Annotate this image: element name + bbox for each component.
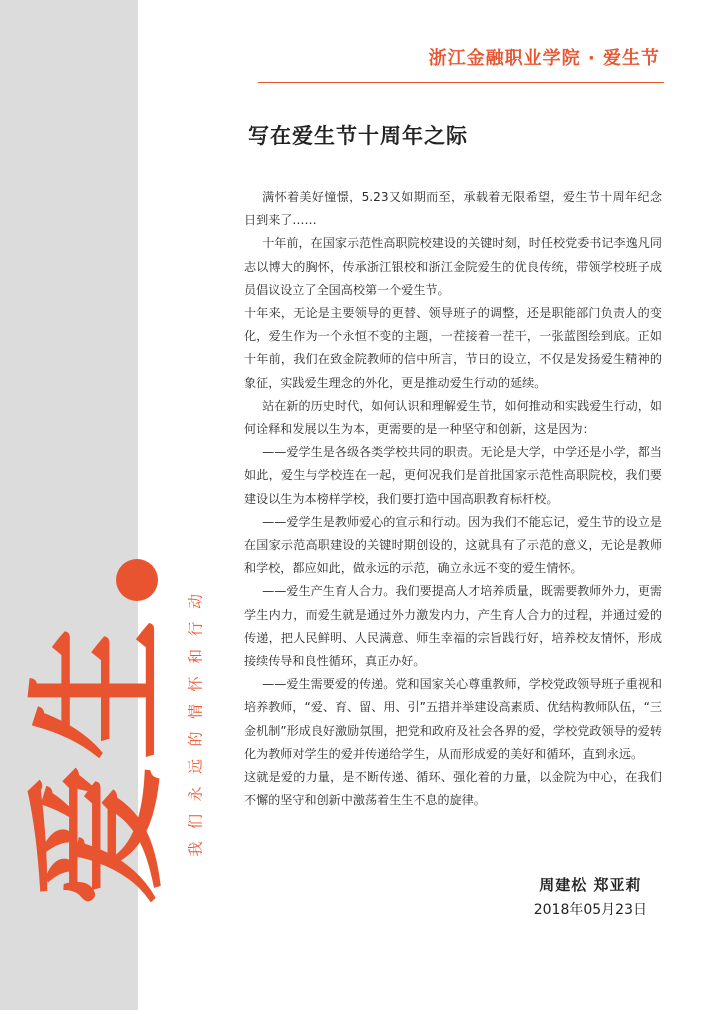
signature-date: 2018年05月23日 [533,902,647,918]
paragraph: 这就是爱的力量，是不断传递、循环、强化着的力量，以金院为中心，在我们不懈的坚守和创新中激荡着生生不息的旋律。 [244,770,662,808]
school-festival-title: 浙江金融职业学院 · 爱生节 [428,48,660,69]
decorative-dot [116,559,158,601]
article-title: 写在爱生节十周年之际 [248,124,468,148]
paragraph: ——爱学生是各级各类学校共同的职责。无论是大学，中学还是小学，都当如此，爱生与学校连在一起，更何况我们是首批国家示范性高职院校，我们要建设以生为本榜样学校，我们要打造中国高职教育标杆校。 [244,445,662,506]
author-names: 周建松 郑亚莉 [539,876,642,894]
paragraph: 十年前，在国家示范性高职院校建设的关键时刻，时任校党委书记李逸凡同志以博大的胸怀，传承浙江银校和浙江金院爱生的优良传统，带领学校班子成员倡议设立了全国高校第一个爱生节。 [244,236,662,297]
big-character-ai: 爱 [18,764,181,905]
paragraph: 满怀着美好憧憬，5.23又如期而至，承载着无限希望，爱生节十周年纪念日到来了…… [244,190,662,228]
paragraph: ——爱生需要爱的传递。党和国家关心尊重教师，学校党政领导班子重视和培养教师，“爱、育、留、用、引”五措并举建设高素质、优结构教师队伍，“三金机制”形成良好激励氛围，把党和政府及社会各界的爱，学校党政领导的爱转化为教师对学生的爱并传递给学生，从而形成爱的美好和循环，直到永远。 [244,677,662,761]
header-divider [258,82,664,83]
paragraph: 十年来，无论是主要领导的更替、领导班子的调整，还是职能部门负责人的变化，爱生作为一个永恒不变的主题，一茬接着一茬干，一张蓝图绘到底。正如十年前，我们在致金院教师的信中所言，节日的设立，不仅是发扬爱生精神的象征，实践爱生理念的外化，更是推动爱生行动的延续。 [244,306,662,390]
paragraph: 站在新的历史时代，如何认识和理解爱生节，如何推动和实践爱生行动，如何诠释和发展以生为本，更需要的是一种坚守和创新，这是因为： [244,398,662,437]
big-character-sheng: 生 [18,619,181,760]
paragraph: ——爱生产生育人合力。我们要提高人才培养质量，既需要教师外力，更需学生内力，而爱生就是通过外力激发内力，产生育人合力的过程，并通过爱的传递，把人民鲜明、人民满意、师生幸福的宗旨践行好，培养校友情怀，形成接续传导和良性循环，真正办好。 [244,584,662,669]
signature-block [534,874,647,919]
article-body [244,186,662,812]
vertical-slogan: 我们永远的情怀和行动 [186,581,205,857]
paragraph: ——爱学生是教师爱心的宣示和行动。因为我们不能忘记，爱生节的设立是在国家示范高职建设的关键时期创设的，这就具有了示范的意义，无论是教师和学校，都应如此，做永远的示范，确立永远不变的爱生情怀。 [244,514,662,576]
